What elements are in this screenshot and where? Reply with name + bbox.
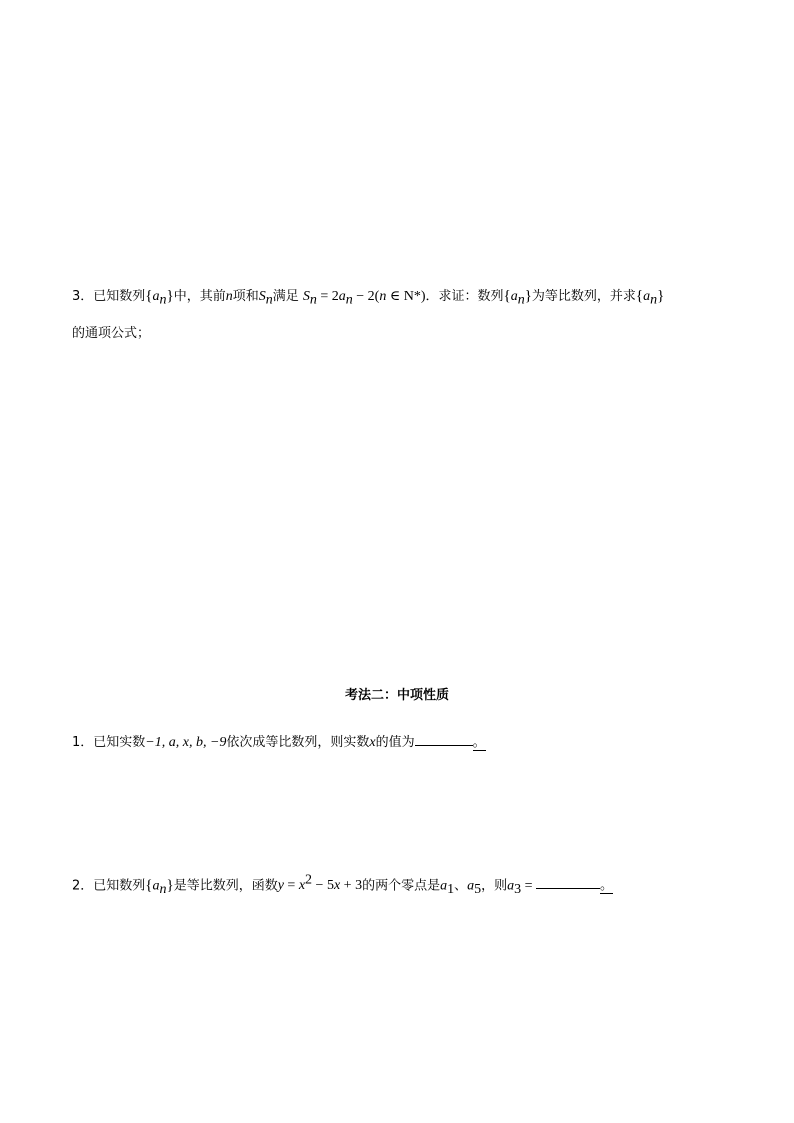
problem-2-text-3: ，则	[481, 878, 508, 894]
problem-2-text-1: 是等比数列，函数	[173, 878, 278, 894]
right-brace-2: }	[524, 288, 532, 304]
problem-1-number-text: 1．已知实数	[72, 735, 146, 750]
problem-3-text-5: 为等比数列，并求	[531, 289, 636, 304]
problem-3-text-2: 项和	[232, 289, 259, 304]
p2-right-brace: }	[166, 877, 174, 894]
problem-1-end: 。	[472, 735, 486, 750]
seq-a-2: a	[510, 289, 518, 304]
n-var: n	[225, 289, 233, 304]
answer-blank-1[interactable]	[415, 731, 473, 746]
seq-sub-3: n	[650, 292, 658, 308]
p2-left-brace: {	[145, 877, 153, 894]
a3: a	[507, 878, 515, 894]
problem-2-end: 。	[600, 878, 614, 894]
problem-3-number-text: 3．已知数列	[72, 289, 146, 304]
seq-sub: n	[159, 292, 167, 308]
left-brace: {	[145, 288, 153, 304]
problem-2-line	[72, 871, 613, 900]
answer-blank-2[interactable]	[536, 874, 600, 889]
equals: =	[521, 878, 537, 894]
a3-sub: 3	[514, 881, 522, 897]
seq-sub-2: n	[517, 292, 525, 308]
problem-1-text-2: 的值为	[375, 735, 415, 750]
a5-sub: 5	[474, 881, 482, 897]
p2-seq-a: a	[152, 878, 160, 894]
a1: a	[440, 878, 448, 894]
section-title: 考法二：中项性质	[344, 688, 449, 703]
p2-seq-sub: n	[159, 881, 167, 897]
seq-a: a	[152, 289, 160, 304]
problem-3-line-1	[72, 286, 664, 311]
a5: a	[467, 878, 475, 894]
problem-3-text-1: 中，其前	[173, 289, 226, 304]
function-formula: $y = x^2 - 5x + 3$	[277, 873, 363, 894]
s-var: S	[258, 289, 266, 304]
problem-1-line	[72, 731, 486, 753]
formula: $S_n = 2a_n - 2(n$ ∈ N*)	[302, 289, 426, 308]
separator: 、	[454, 878, 468, 894]
problem-1-sequence: −1, a, x, b, −9	[145, 735, 227, 750]
problem-3-line-2: 的通项公式；	[72, 326, 151, 341]
seq-a-3: a	[643, 289, 651, 304]
right-brace-3: }	[657, 288, 665, 304]
s-sub: n	[265, 292, 273, 308]
left-brace-2: {	[503, 288, 511, 304]
problem-1-x: x	[369, 735, 376, 750]
problem-3-text-3: 满足	[272, 289, 299, 304]
a1-sub: 1	[447, 881, 455, 897]
problem-1-text-1: 依次成等比数列，则实数	[226, 735, 370, 750]
problem-3-text-4: ．求证：数列	[425, 289, 504, 304]
problem-2-text-2: 的两个零点是	[362, 878, 441, 894]
left-brace-3: {	[635, 288, 644, 304]
problem-2-number-text: 2．已知数列	[72, 878, 146, 894]
right-brace: }	[166, 288, 174, 304]
